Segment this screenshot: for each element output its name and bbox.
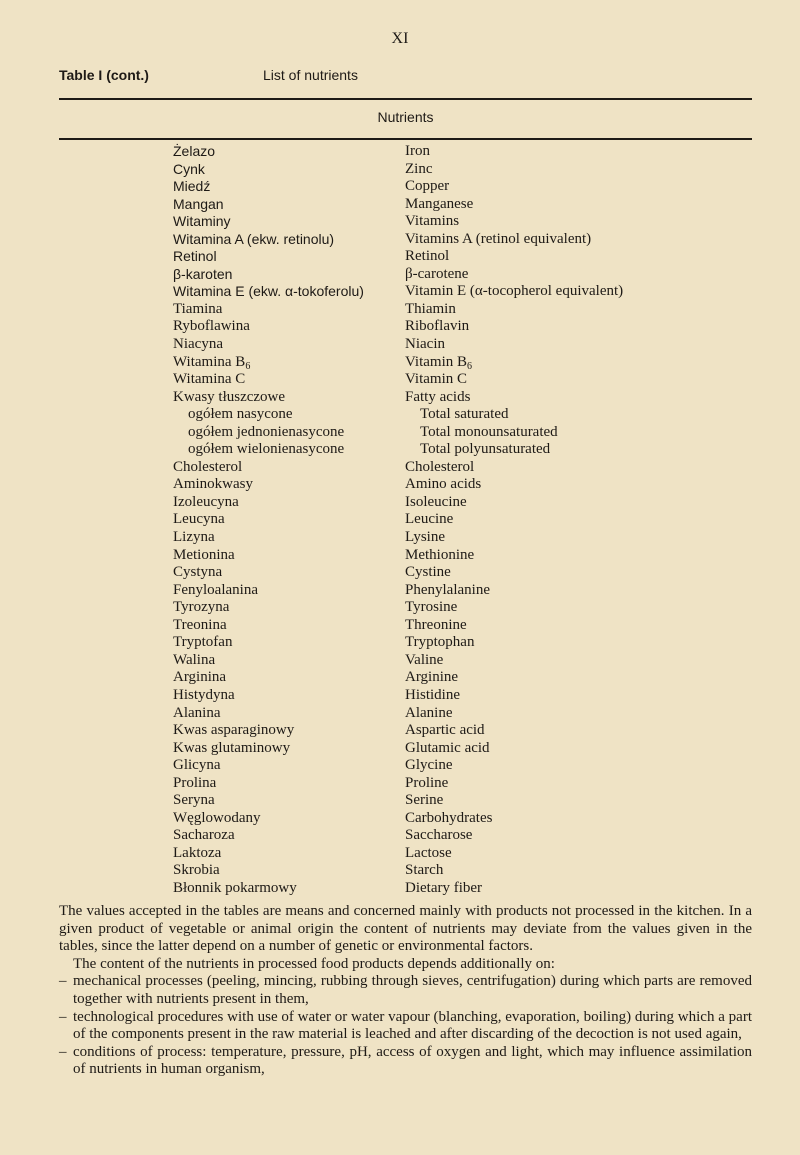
polish-name: Tiamina: [173, 300, 223, 317]
polish-name: Kwas asparaginowy: [173, 722, 295, 739]
english-name: [405, 354, 472, 372]
bullet-dash: –: [59, 973, 67, 990]
polish-name: Tyrozyna: [173, 599, 230, 616]
english-name: Vitamins A (retinol equivalent): [405, 230, 592, 247]
table-row: [0, 862, 800, 880]
polish-name: Tryptofan: [173, 634, 233, 651]
polish-name: Treonina: [173, 616, 227, 633]
english-name: Arginine: [405, 669, 459, 686]
polish-name: Leucyna: [173, 511, 225, 528]
table-row: [0, 389, 800, 407]
polish-name: Retinol: [173, 248, 217, 265]
english-name: Tryptophan: [405, 634, 475, 651]
table-row: [0, 775, 800, 793]
polish-name: Mangan: [173, 195, 224, 212]
table-row: [0, 371, 800, 389]
polish-name: Glicyna: [173, 757, 221, 774]
polish-name: ogółem nasycone: [188, 406, 293, 423]
table-row: [0, 652, 800, 670]
footer-paragraph: The content of the nutrients in processed food products depends additionally on:: [73, 955, 555, 972]
table-row: [0, 599, 800, 617]
polish-name: Błonnik pokarmowy: [173, 879, 297, 896]
table-header-rule: [59, 138, 752, 140]
polish-name: Laktoza: [173, 844, 222, 861]
polish-name: Witamina C: [173, 371, 246, 388]
english-name: Vitamin C: [405, 371, 468, 388]
english-name: Serine: [405, 792, 444, 809]
table-row: [0, 827, 800, 845]
table-row: [0, 161, 800, 179]
english-name: Total polyunsaturated: [420, 441, 551, 458]
english-name: Iron: [405, 143, 430, 159]
english-name: Starch: [405, 862, 444, 879]
table-row: [0, 687, 800, 705]
table-row: [0, 880, 800, 898]
bullet-dash: –: [59, 1043, 67, 1060]
footer-text: [59, 903, 752, 1079]
table-row: [0, 494, 800, 512]
table-row: [0, 354, 800, 372]
table-row: [0, 564, 800, 582]
polish-name: Alanina: [173, 704, 221, 721]
polish-name: Żelazo: [173, 143, 216, 159]
polish-name: Aminokwasy: [173, 476, 253, 493]
list-item-text: conditions of process: temperature, pressure, pH, access of oxygen and light, which may influence assimilation of nutrients in human organism,: [73, 1043, 752, 1078]
english-name: Fatty acids: [405, 388, 471, 405]
polish-name: Kwasy tłuszczowe: [173, 388, 286, 405]
polish-name: Cholesterol: [173, 458, 243, 475]
polish-name: Cystyna: [173, 564, 223, 581]
polish-name: ogółem jednonienasycone: [188, 423, 345, 440]
list-item: [59, 1044, 752, 1079]
table-row: [0, 441, 800, 459]
polish-name: Witaminy: [173, 213, 231, 230]
english-name: Thiamin: [405, 300, 456, 317]
list-item-text: technological procedures with use of water or water vapour (blanching, evaporation, boiling) during which a part of the components present in the raw material is leached and after discarding of the decoction is not used again,: [73, 1008, 752, 1043]
english-name: Copper: [405, 178, 450, 195]
table-row: [0, 634, 800, 652]
table-title: List of nutrients: [263, 67, 358, 83]
polish-name: Sacharoza: [173, 827, 235, 844]
polish-name: Witamina E (ekw. α-tokoferolu): [173, 283, 364, 300]
english-name: Saccharose: [405, 827, 473, 844]
english-name: Retinol: [405, 248, 450, 265]
polish-name: Węglowodany: [173, 809, 261, 826]
english-name: Aspartic acid: [405, 722, 485, 739]
subscript: 6: [467, 360, 473, 372]
polish-name: Walina: [173, 651, 216, 668]
table-row: [0, 196, 800, 214]
bullet-dash: –: [59, 1008, 67, 1025]
table-label: Table I (cont.): [59, 67, 149, 83]
english-name: Cystine: [405, 564, 451, 581]
table-row: [0, 757, 800, 775]
english-name: Glycine: [405, 757, 453, 774]
polish-name: Lizyna: [173, 529, 215, 546]
table-row: [0, 301, 800, 319]
polish-name: Ryboflawina: [173, 318, 250, 335]
english-name: Phenylalanine: [405, 581, 490, 598]
table-row: [0, 705, 800, 723]
english-name: Riboflavin: [405, 318, 470, 335]
english-name: Threonine: [405, 616, 467, 633]
table-row: [0, 231, 800, 249]
polish-name: β-karoten: [173, 265, 233, 282]
table-row: [0, 248, 800, 266]
polish-name: Prolina: [173, 774, 217, 791]
english-name: Amino acids: [405, 476, 482, 493]
table-row: [0, 547, 800, 565]
table-row: [0, 283, 800, 301]
nutrient-table: [0, 143, 800, 898]
table-row: [0, 792, 800, 810]
polish-name: Izoleucyna: [173, 493, 239, 510]
english-name: β-carotene: [405, 265, 469, 282]
table-row: [0, 336, 800, 354]
polish-name: ogółem wielonienasycone: [188, 441, 345, 458]
english-name: Methionine: [405, 546, 475, 563]
english-name: Proline: [405, 774, 449, 791]
english-name: Lactose: [405, 844, 452, 861]
table-row: [0, 143, 800, 161]
subscript: 6: [245, 360, 251, 372]
table-row: [0, 582, 800, 600]
table-row: [0, 424, 800, 442]
list-item: [59, 1009, 752, 1044]
english-name: Vitamins: [405, 213, 460, 230]
column-header: Nutrients: [377, 109, 434, 125]
polish-name: Skrobia: [173, 862, 220, 879]
english-name: Manganese: [405, 195, 474, 212]
polish-name: Metionina: [173, 546, 235, 563]
table-row: [0, 213, 800, 231]
list-item-text: mechanical processes (peeling, mincing, rubbing through sieves, centrifugation) during which parts are removed together with nutrients present in them,: [73, 973, 752, 1007]
english-name: Isoleucine: [405, 493, 467, 510]
english-name: Total saturated: [420, 406, 509, 423]
polish-name: Witamina A (ekw. retinolu): [173, 230, 335, 247]
english-name: Histidine: [405, 686, 460, 703]
polish-name: Niacyna: [173, 336, 223, 353]
list-item: [59, 973, 752, 1008]
table-row: [0, 459, 800, 477]
table-row: [0, 529, 800, 547]
english-name: Alanine: [405, 704, 453, 721]
table-row: [0, 476, 800, 494]
table-row: [0, 511, 800, 529]
polish-name: Histydyna: [173, 686, 235, 703]
english-name: Valine: [405, 651, 444, 668]
english-name: Carbohydrates: [405, 809, 493, 826]
footer-list: [59, 973, 752, 1079]
polish-name: Fenyloalanina: [173, 581, 258, 598]
table-row: [0, 669, 800, 687]
page-number: XI: [391, 30, 409, 47]
english-name: Leucine: [405, 511, 454, 528]
english-name: Total monounsaturated: [420, 423, 558, 440]
table-row: [0, 740, 800, 758]
polish-name: Miedź: [173, 178, 211, 195]
cell-text: Witamina B: [173, 353, 246, 370]
polish-name: Kwas glutaminowy: [173, 739, 291, 756]
english-name: Lysine: [405, 529, 445, 546]
table-row: [0, 318, 800, 336]
polish-name: Arginina: [173, 669, 227, 686]
table-row: [0, 845, 800, 863]
english-name: Vitamin E (α-tocopherol equivalent): [405, 283, 624, 300]
polish-name: [173, 354, 250, 372]
table-row: [0, 406, 800, 424]
english-name: Tyrosine: [405, 599, 458, 616]
polish-name: Cynk: [173, 160, 205, 177]
english-name: Dietary fiber: [405, 879, 483, 896]
english-name: Niacin: [405, 336, 445, 353]
english-name: Cholesterol: [405, 458, 475, 475]
table-row: [0, 617, 800, 635]
english-name: Zinc: [405, 160, 433, 177]
table-row: [0, 178, 800, 196]
polish-name: Seryna: [173, 792, 215, 809]
footer-paragraph: The values accepted in the tables are means and concerned mainly with products not processed in the kitchen. In a given product of vegetable or animal origin the content of nutrients may deviate from the values given in the tables, since the latter depend on a number of genetic or environmental factors.: [59, 903, 752, 955]
table-top-rule: [59, 98, 752, 100]
table-row: [0, 810, 800, 828]
english-name: Glutamic acid: [405, 739, 490, 756]
table-row: [0, 266, 800, 284]
cell-text: Vitamin B: [405, 353, 468, 370]
table-row: [0, 722, 800, 740]
